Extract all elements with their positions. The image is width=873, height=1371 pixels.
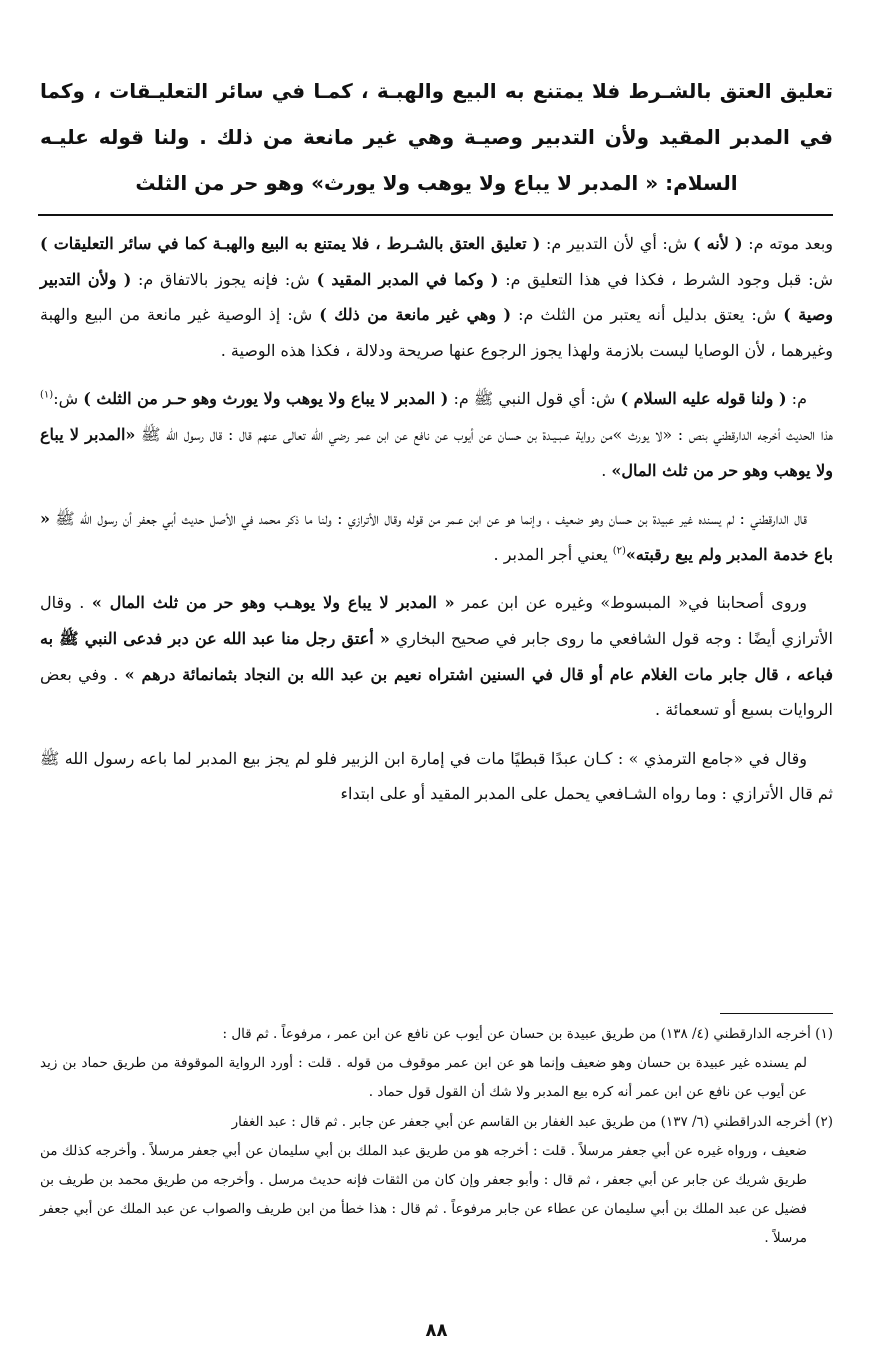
matn-body: تعليق العتق بالشـرط فلا يمتنع به البيع والهبـة ، كمـا في سائر التعليـقات ، وكما في المدبر المقيد ولأن التدبير وصيـة وهي غير مانعة من ذلك . ولنا قوله عليـه السلام: « المدبر لا يباع ولا يوهب ولا يورث» وهو حر من الثلث [40, 79, 833, 195]
footnote-1: (١) أخرجه الدارقطني (٤/ ١٣٨) من طريق عبيدة بن حسان عن أيوب عن نافع عن ابن عمر ، مرفوعاً . ثم قال : لم يسنده غير عبيدة بن حسان وهو ضعيف وإنما هو عن ابن عمر موقوف من قوله . قلت : أورد الرواية الموقوفة من طريق حماد بن زيد عن أيوب عن نافع عن ابن عمر أنه كره بيع المدبر ولا شك أن القول قول حماد . [40, 1026, 833, 1101]
footnote-ref-2: (٢) [612, 545, 626, 557]
sharh-paragraph-1: وبعد موته م: ( لأنه ) ش: أي لأن التدبير م: ( تعليق العتق بالشـرط ، فلا يمتنع به البيع والهبـة كما في سائر التعليقات ) ش: قبل وجود الشرط ، فكذا في هذا التعليق م: ( وكما في المدبر المقيد ) ش: فإنه يجوز بالاتفاق م: ( ولأن التدبير وصية ) ش: يعتق بدليل أنه يعتبر من الثلث م: ( وهي غير مانعة من ذلك ) ش: إذ الوصية غير مانعة من البيع والهبة وغيرهما ، لأن الوصايا ليست بلازمة ولهذا يجوز الرجوع عنها صريحة ودلالة ، فكذا هذه الوصية . [40, 234, 834, 360]
footnote-number: (١) [815, 1026, 833, 1042]
sharh-paragraph-3: قال الدارقطني : لم يسنده غير عبيدة بن حسان وهو ضعيف ، وإنما هو عن ابن عـمر من قوله وقال الأترازي : ولنا ما ذكر محمد في الأصل حديث أبي جعفر أن رسول الله ﷺ « باع خدمة المدبر ولم يبع رقبته»$^{(٢)}$ يعني أجر المدبر . [40, 509, 833, 564]
footnote-separator-rule [720, 1013, 833, 1014]
page-number: ٨٨ [425, 1320, 448, 1341]
footnote-ref-1: (١) [40, 390, 54, 402]
sharh-paragraph-2: م: ( ولنا قوله عليه السلام ) ش: أي قول النبي ﷺ م: ( المدبر لا يباع ولا يوهب ولا يورث وهو حـر من الثلث ) ش:$^{(١)}$ هذا الحديث أخرجه الدارقطني بنص : «لا يورث »من رواية عـبـيـدة بن حسان عن أيوب عن نافع عن ابن عمر رضي الله تعالى عنهم قال : قال رسول الله ﷺ «المدبر لا يباع ولا يوهب وهو حر من ثلث المال» . [40, 389, 834, 480]
footnote-number: (٢) [815, 1113, 833, 1130]
footnote-2: (٢) أخرجه الدراقطني (٦/ ١٣٧) من طريق عبد الغفار بن القاسم عن أبي جعفر عن جابر . ثم قال : عبد الغفار ضعيف ، ورواه غيره عن أبي جعفر مرسلاً . قلت : أخرجه هو من طريق عبد الملك بن أبي سليمان عن أبي جعفر مرسلاً . وأخرجه كذلك من طريق شريك عن جابر عن أبي جعفر ، ثم قال : وأبو جعفر وإن كان من الثقات فإنه حديث مرسل . وأخرجه من طريق محمد بن طريف بن فضيل عن عبد الملك بن أبي سليمان عن عطاء عن جابر مرفوعاً . ثم قال : هذا خطأ من ابن طريف والصواب عن عبد الملك عن أبي جعفر مرسلاً . [40, 1113, 833, 1247]
matn-text [40, 68, 833, 206]
sharh-paragraph-4: وروى أصحابنا في« المبسوط» وغيره عن ابن عمر « المدبر لا يباع ولا يوهـب وهو حر من ثلث المال » . وقال الأترازي أيضًا : وجه قول الشافعي ما روى جابر في صحيح البخاري « أعتق رجل منا عبد الله عن دبر فدعى النبي ﷺ به فباعه ، قال جابر مات الغلام عام أو قال في السنين اشتراه نعيم بن عبد الله بن النجاد بثمانمائة درهم » . وفي بعض الروايات بسبع أو تسعمائة . [40, 593, 834, 720]
matn-separator-rule [38, 214, 833, 216]
footnotes [40, 1020, 833, 1254]
sharh-paragraph-5: وقال في «جامع الترمذي » : كـان عبدًا قبطيًا مات في إمارة ابن الزبير فلو لم يجز بيع المدبر لما باعه رسول الله ﷺ ثم قال الأترازي : وما رواه الشـافعي يحمل على المدبر المقيد أو على ابتداء [40, 748, 833, 804]
sharh-commentary [40, 226, 833, 825]
